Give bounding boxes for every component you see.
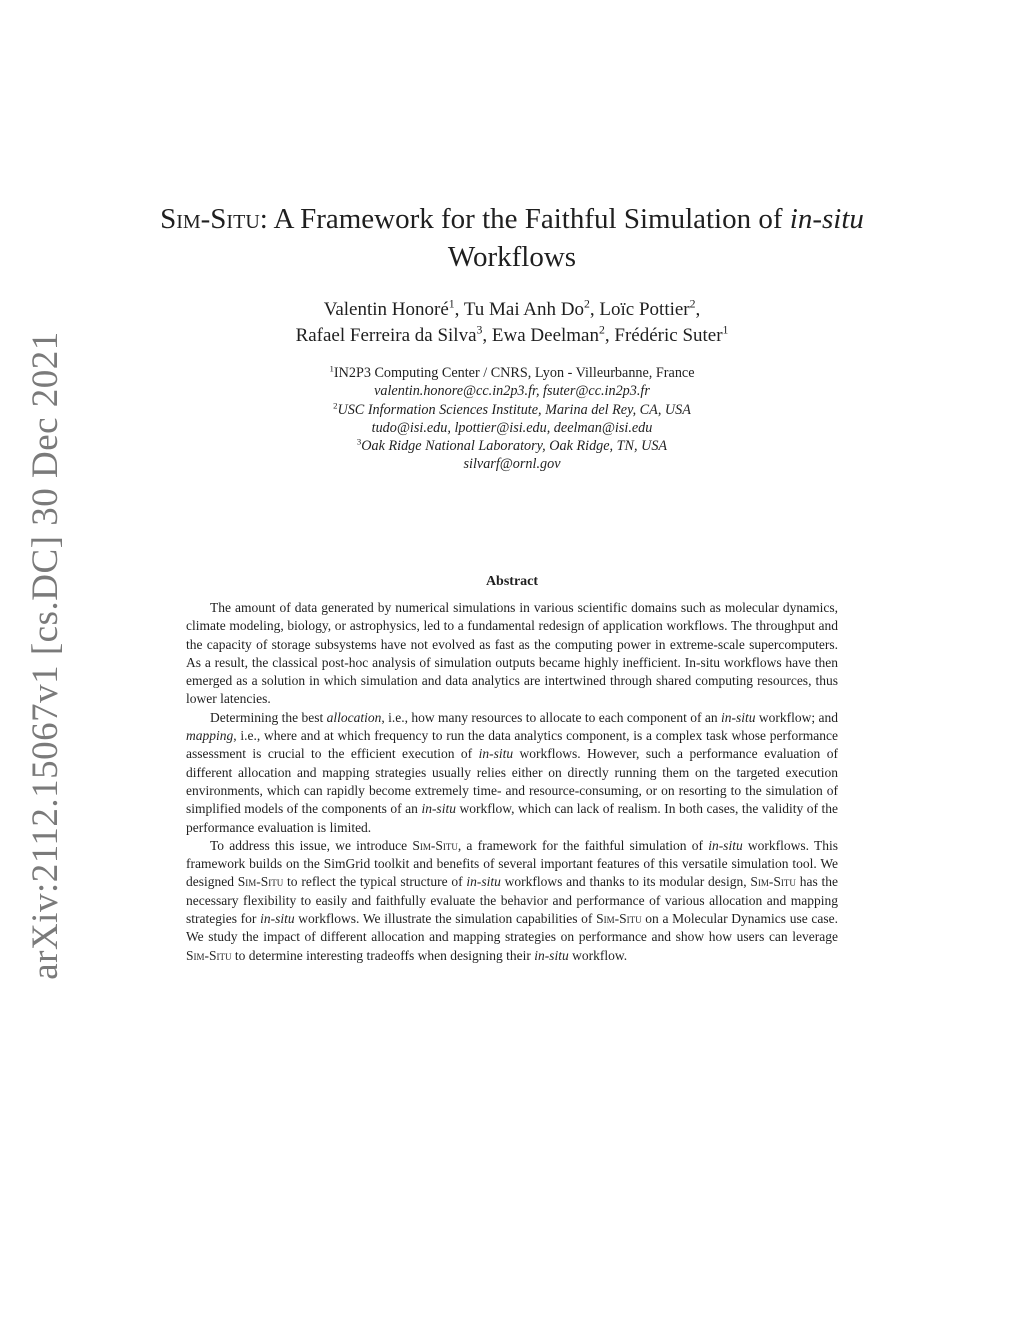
text-run: has the necessary flexibility to easily and faithfully evaluate the behavior and performance of various allocation and mapping strategies for bbox=[186, 874, 838, 927]
author-affil-mark: 1 bbox=[722, 323, 729, 337]
abstract-paragraph-1: The amount of data generated by numerical simulations in various scientific domains such as molecular dynamics, climate modeling, biology, or astrophysics, led to a fundamental redesign of application workflows. The throughput and the capacity of storage subsystems have not evolved as fast as the computing power in extreme-scale supercomputers. As a result, the classical post-hoc analysis of simulation outputs became highly inefficient. In-situ workflows have then emerged as a solution in which simulation and data analytics are intertwined through shared computing resources, thus lower latencies. bbox=[186, 600, 838, 707]
framework-name: Sim-Situ bbox=[750, 874, 796, 890]
affiliation-2-email bbox=[200, 419, 824, 437]
affiliation-1-email bbox=[200, 382, 824, 400]
text-run: , i.e., how many resources to allocate to each component of an bbox=[381, 709, 721, 725]
abstract-paragraph-2 bbox=[186, 709, 838, 837]
author-line-1 bbox=[180, 297, 844, 323]
affil-mark: 1 bbox=[329, 363, 334, 374]
author-name: , Loïc Pottier bbox=[589, 299, 690, 320]
author-affil-mark: 2 bbox=[599, 323, 605, 337]
affil-mark: 2 bbox=[333, 399, 338, 410]
framework-name: Sim-Situ bbox=[596, 911, 642, 927]
title-name: Sim-Situ bbox=[160, 203, 260, 235]
text-run: workflows and thanks to its modular design, bbox=[500, 874, 751, 890]
author-line-2 bbox=[180, 323, 844, 349]
author-name: , Tu Mai Anh Do bbox=[454, 299, 585, 320]
author-separator: , bbox=[695, 299, 701, 320]
affiliations bbox=[200, 364, 824, 474]
text-run: workflow, which can lack of realism. In both cases, the validity of the performance evaluation is limited. bbox=[186, 801, 838, 835]
text-run: workflow. bbox=[568, 947, 628, 963]
title-line2: Workflows bbox=[447, 241, 577, 273]
text-run: workflows. However, such a performance evaluation of different allocation and mapping strategies usually relies either on directly running them on the targeted execution environments, which can rapidly become extremely time- and resource-consuming, or on resorting to the simulation of simplified models of the components of an bbox=[186, 746, 838, 817]
emphasis: in-situ bbox=[466, 874, 501, 890]
affiliation-1 bbox=[200, 364, 824, 382]
abstract-heading: Abstract bbox=[485, 574, 539, 589]
text-run: on a Molecular Dynamics use case. We study the impact of different allocation and mapping strategies on performance and show how users can leverage bbox=[186, 911, 838, 945]
affil-institution: Oak Ridge National Laboratory, Oak Ridge, TN, USA bbox=[361, 438, 668, 455]
affil-email: silvarf@ornl.gov bbox=[463, 456, 561, 473]
author-name: Rafael Ferreira da Silva bbox=[295, 325, 477, 346]
affil-email: tudo@isi.edu, lpottier@isi.edu, deelman@isi.edu bbox=[371, 419, 653, 436]
affil-email: valentin.honore@cc.in2p3.fr, fsuter@cc.in2p3.fr bbox=[374, 383, 650, 400]
emphasis: in-situ bbox=[534, 947, 569, 963]
text-run: To address this issue, we introduce bbox=[210, 837, 413, 853]
text-run: , a framework for the faithful simulation of bbox=[457, 837, 709, 853]
text-run: to determine interesting tradeoffs when designing their bbox=[231, 947, 535, 963]
author-affil-mark: 1 bbox=[448, 297, 455, 311]
framework-name: Sim-Situ bbox=[412, 837, 458, 853]
framework-name: Sim-Situ bbox=[186, 947, 232, 963]
emphasis: in-situ bbox=[708, 837, 743, 853]
affiliation-3 bbox=[200, 437, 824, 455]
abstract-paragraph-3 bbox=[186, 837, 838, 965]
emphasis: allocation bbox=[326, 709, 382, 725]
title-main: : A Framework for the Faithful Simulation of bbox=[259, 203, 790, 235]
text-run: to reflect the typical structure of bbox=[283, 874, 467, 890]
arxiv-id-text: arXiv:2112.15067v1 [cs.DC] 30 Dec 2021 bbox=[24, 330, 66, 980]
emphasis: in-situ bbox=[721, 709, 756, 725]
abstract-body bbox=[186, 599, 838, 965]
affil-mark: 3 bbox=[356, 436, 362, 447]
emphasis: in-situ bbox=[421, 801, 456, 817]
author-affil-mark: 2 bbox=[689, 297, 696, 311]
framework-name: Sim-Situ bbox=[237, 874, 284, 890]
text-run: workflows. This framework builds on the SimGrid toolkit and benefits of several important features of this versatile simulation tool. We designed bbox=[186, 837, 838, 890]
text-run: , i.e., where and at which frequency to run the data analytics component, is a complex task whose performance assessment is crucial to the efficient execution of bbox=[186, 728, 838, 762]
author-affil-mark: 2 bbox=[584, 297, 590, 311]
affil-institution: IN2P3 Computing Center / CNRS, Lyon - Villeurbanne, France bbox=[333, 365, 695, 381]
paper-title bbox=[140, 200, 884, 276]
emphasis: in-situ bbox=[260, 911, 295, 927]
text-run: workflow; and bbox=[755, 709, 838, 725]
affil-institution: USC Information Sciences Institute, Marina del Rey, CA, USA bbox=[337, 401, 691, 418]
author-name: Valentin Honoré bbox=[323, 299, 449, 320]
affiliation-2 bbox=[200, 401, 824, 419]
author-name: , Frédéric Suter bbox=[604, 325, 723, 346]
text-run: workflows. We illustrate the simulation capabilities of bbox=[294, 911, 597, 927]
emphasis: in-situ bbox=[478, 746, 514, 762]
arxiv-identifier bbox=[22, 330, 68, 980]
affiliation-3-email bbox=[200, 455, 824, 473]
author-name: , Ewa Deelman bbox=[482, 325, 599, 346]
emphasis: mapping bbox=[186, 728, 234, 744]
text-run: Determining the best bbox=[210, 709, 327, 725]
author-list bbox=[180, 297, 844, 349]
title-italic: in-situ bbox=[789, 203, 864, 235]
author-affil-mark: 3 bbox=[476, 323, 483, 337]
